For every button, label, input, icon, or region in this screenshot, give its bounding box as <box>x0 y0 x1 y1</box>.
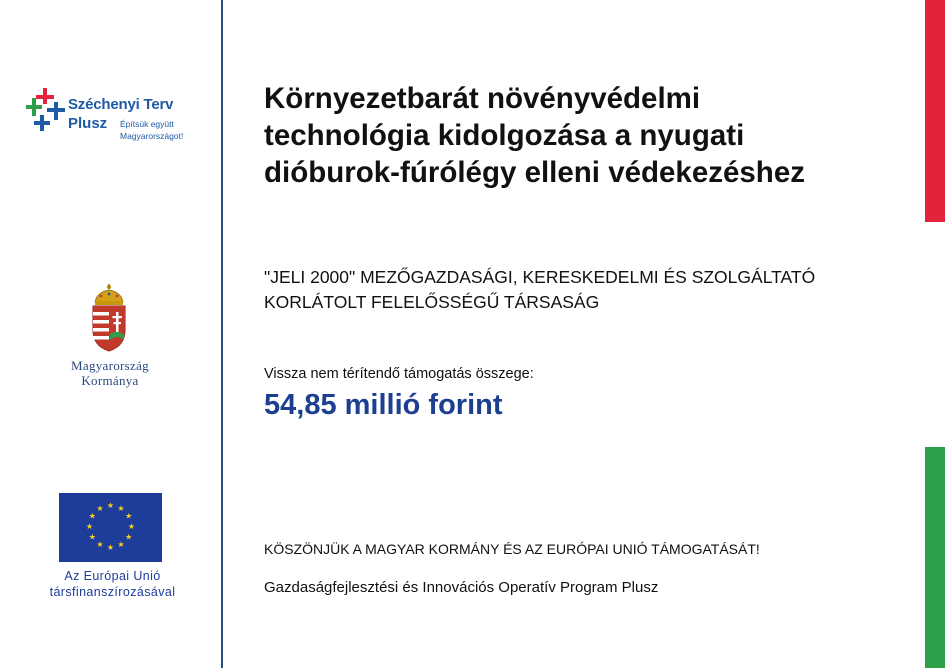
svg-text:★: ★ <box>88 532 96 542</box>
svg-text:★: ★ <box>125 511 133 521</box>
svg-text:★: ★ <box>96 503 104 513</box>
flag-stripe-green <box>925 447 945 668</box>
slogan-line-1: Építsük együtt <box>120 119 174 129</box>
szechenyi-plusz: Plusz <box>68 115 108 132</box>
svg-text:★: ★ <box>117 503 125 513</box>
government-caption <box>50 358 170 388</box>
szechenyi-title: Széchenyi Terv <box>68 96 174 113</box>
svg-text:★: ★ <box>106 543 115 552</box>
beneficiary-name <box>264 265 904 315</box>
svg-text:★: ★ <box>127 522 136 531</box>
eu-flag-icon <box>59 493 162 562</box>
eu-caption-line-1: Az Európai Unió <box>64 569 161 583</box>
svg-text:★: ★ <box>125 532 133 542</box>
svg-text:★: ★ <box>88 511 96 521</box>
beneficiary-line-1: "JELI 2000" MEZŐGAZDASÁGI, KERESKEDELMI ÉS SZOLGÁLTATÓ <box>264 267 816 287</box>
thanks-text: KÖSZÖNJÜK A MAGYAR KORMÁNY ÉS AZ EURÓPAI UNIÓ TÁMOGATÁSÁT! <box>264 541 760 557</box>
svg-text:★: ★ <box>85 522 94 531</box>
beneficiary-line-2: KORLÁTOLT FELELŐSSÉGŰ TÁRSASÁG <box>264 292 600 312</box>
project-title <box>264 80 904 191</box>
government-line-2: Kormánya <box>81 373 139 388</box>
title-line-2: technológia kidolgozása a nyugati <box>264 119 745 152</box>
eu-stars <box>59 493 162 562</box>
coat-of-arms-icon <box>89 284 129 352</box>
eu-caption <box>40 568 185 600</box>
program-name: Gazdaságfejlesztési és Innovációs Operatív Program Plusz <box>264 579 659 596</box>
szechenyi-slogan <box>120 118 183 142</box>
government-line-1: Magyarország <box>71 358 149 373</box>
slogan-line-2: Magyarországot! <box>120 131 184 141</box>
title-line-3: dióburok-fúrólégy elleni védekezéshez <box>264 156 805 189</box>
title-line-1: Környezetbarát növényvédelmi <box>264 82 701 115</box>
svg-text:★: ★ <box>106 501 115 510</box>
svg-text:★: ★ <box>117 540 125 550</box>
flag-stripe-red <box>925 0 945 222</box>
vertical-divider <box>221 0 223 668</box>
szechenyi-terv-logo <box>26 88 206 158</box>
eu-caption-line-2: társfinanszírozásával <box>49 585 176 599</box>
grant-label: Vissza nem térítendő támogatás összege: <box>264 366 534 382</box>
svg-text:★: ★ <box>96 540 104 550</box>
szechenyi-cross-icon <box>26 88 66 132</box>
grant-amount: 54,85 millió forint <box>264 389 503 421</box>
